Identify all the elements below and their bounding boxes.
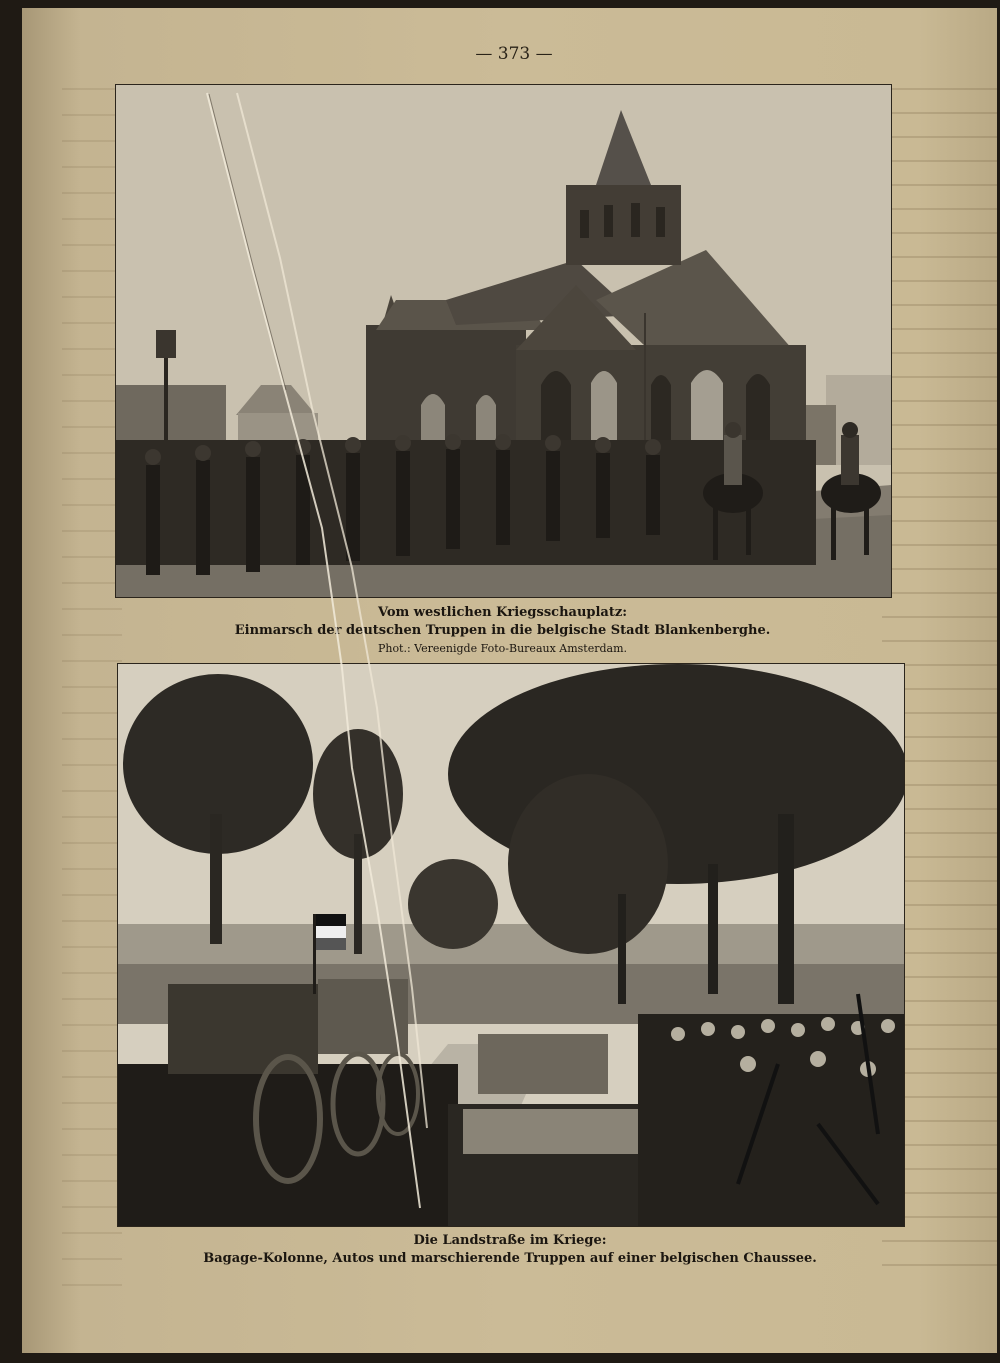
page-number: — 373 — [475, 44, 553, 64]
photo-2-caption-text: Bagage-Kolonne, Autos und marschierende Truppen auf einer belgischen Chaussee. [203, 1251, 817, 1266]
paper-crease [22, 8, 997, 1353]
photo-1-credit: Phot.: Vereenigde Foto-Bureaux Amsterdam. [377, 642, 628, 655]
photo-1-caption-text: Einmarsch der deutschen Truppen in die belgische Stadt Blankenberghe. [234, 623, 771, 638]
newspaper-page [22, 8, 997, 1353]
photo-1-caption-title: Vom westlichen Kriegsschauplatz: [377, 605, 628, 620]
photo-2-caption-title: Die Landstraße im Kriege: [413, 1233, 607, 1248]
